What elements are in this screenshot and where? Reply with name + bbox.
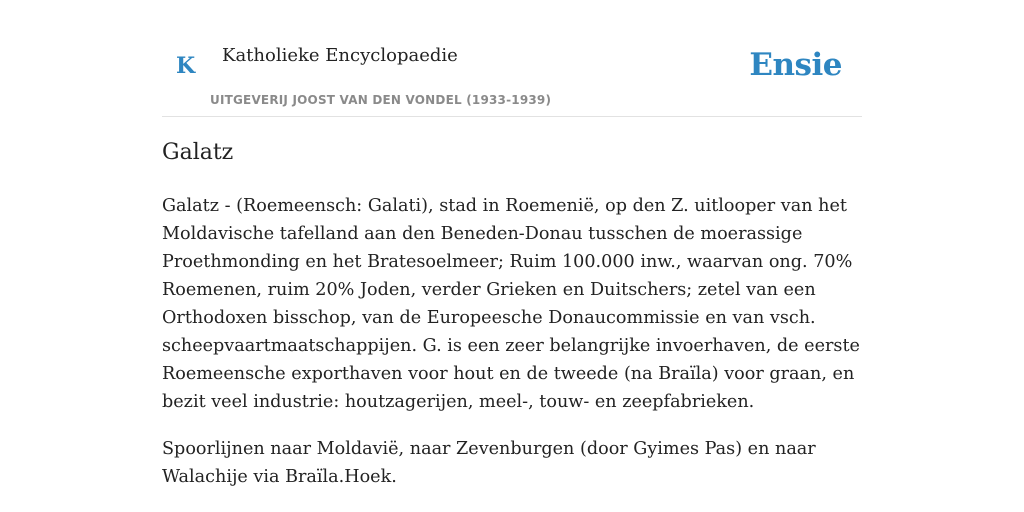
publication-logo-icon[interactable]: K (176, 53, 196, 79)
article-title: Galatz (162, 140, 234, 165)
article-paragraph: Galatz - (Roemeensch: Galati), stad in Roemenië, op den Z. uitlooper van het Moldavische tafelland aan den Beneden-Donau tusschen de moerassige Proethmonding en het Bratesoelmeer; Ruim 100.000 inw., waarvan ong. 70% Roemenen, ruim 20% Joden, verder Grieken en Duitschers; zetel van een Orthodoxen bisschop, van de Europeesche Donaucommissie en van vsch. scheepvaartmaatschappijen. G. is een zeer belangrijke invoerhaven, de eerste Roemeensche exporthaven voor hout en de tweede (na Braïla) voor graan, en bezit veel industrie: houtzagerijen, meel-, touw- en zeepfabrieken. (162, 196, 860, 412)
article-body (162, 192, 865, 510)
ensie-logo-link[interactable]: Ensie (749, 47, 842, 83)
article-paragraph: Spoorlijnen naar Moldavië, naar Zevenburgen (door Gyimes Pas) en naar Walachije via Braïla.Hoek. (162, 439, 816, 487)
publisher-subtitle: UITGEVERIJ JOOST VAN DEN VONDEL (1933-1939) (210, 93, 552, 107)
publication-title[interactable]: Katholieke Encyclopaedie (222, 45, 458, 66)
header (162, 0, 862, 117)
